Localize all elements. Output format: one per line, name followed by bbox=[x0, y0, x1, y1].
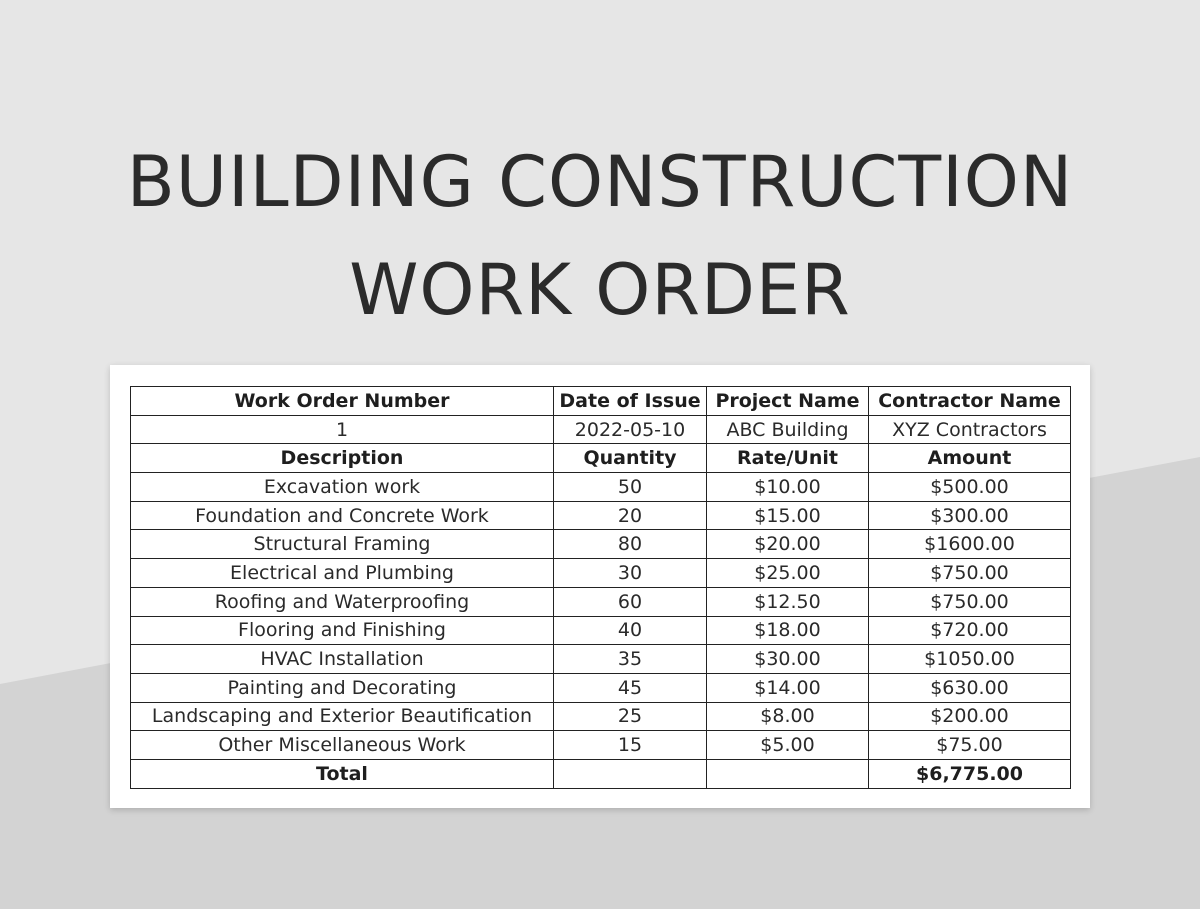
item-rate: $18.00 bbox=[707, 616, 869, 645]
table-row bbox=[131, 530, 1071, 559]
item-rate: $30.00 bbox=[707, 645, 869, 674]
item-quantity: 40 bbox=[554, 616, 707, 645]
item-quantity: 15 bbox=[554, 731, 707, 760]
item-amount: $200.00 bbox=[869, 702, 1071, 731]
title-line-1: BUILDING CONSTRUCTION bbox=[126, 141, 1074, 223]
header-label-row bbox=[131, 387, 1071, 416]
contractor-name-value: XYZ Contractors bbox=[869, 415, 1071, 444]
item-amount: $1600.00 bbox=[869, 530, 1071, 559]
total-row bbox=[131, 759, 1071, 788]
rate-unit-header: Rate/Unit bbox=[707, 444, 869, 473]
item-rate: $8.00 bbox=[707, 702, 869, 731]
item-amount: $300.00 bbox=[869, 501, 1071, 530]
work-order-table bbox=[130, 386, 1071, 789]
table-row bbox=[131, 645, 1071, 674]
item-amount: $630.00 bbox=[869, 673, 1071, 702]
total-quantity-empty bbox=[554, 759, 707, 788]
item-quantity: 80 bbox=[554, 530, 707, 559]
item-amount: $750.00 bbox=[869, 559, 1071, 588]
table-row bbox=[131, 587, 1071, 616]
quantity-header: Quantity bbox=[554, 444, 707, 473]
table-row bbox=[131, 501, 1071, 530]
table-row bbox=[131, 559, 1071, 588]
work-order-card bbox=[110, 365, 1090, 808]
item-quantity: 30 bbox=[554, 559, 707, 588]
item-quantity: 50 bbox=[554, 473, 707, 502]
item-rate: $12.50 bbox=[707, 587, 869, 616]
item-description: Other Miscellaneous Work bbox=[131, 731, 554, 760]
contractor-name-label: Contractor Name bbox=[869, 387, 1071, 416]
items-header-row bbox=[131, 444, 1071, 473]
item-quantity: 20 bbox=[554, 501, 707, 530]
item-rate: $14.00 bbox=[707, 673, 869, 702]
item-description: Flooring and Finishing bbox=[131, 616, 554, 645]
item-description: HVAC Installation bbox=[131, 645, 554, 674]
item-description: Roofing and Waterproofing bbox=[131, 587, 554, 616]
total-amount: $6,775.00 bbox=[869, 759, 1071, 788]
table-row bbox=[131, 731, 1071, 760]
item-rate: $25.00 bbox=[707, 559, 869, 588]
amount-header: Amount bbox=[869, 444, 1071, 473]
table-row bbox=[131, 673, 1071, 702]
table-row bbox=[131, 702, 1071, 731]
item-rate: $15.00 bbox=[707, 501, 869, 530]
item-rate: $20.00 bbox=[707, 530, 869, 559]
work-order-number-label: Work Order Number bbox=[131, 387, 554, 416]
item-description: Foundation and Concrete Work bbox=[131, 501, 554, 530]
item-quantity: 45 bbox=[554, 673, 707, 702]
item-rate: $10.00 bbox=[707, 473, 869, 502]
total-rate-empty bbox=[707, 759, 869, 788]
item-description: Excavation work bbox=[131, 473, 554, 502]
total-label: Total bbox=[131, 759, 554, 788]
item-description: Structural Framing bbox=[131, 530, 554, 559]
project-name-value: ABC Building bbox=[707, 415, 869, 444]
item-amount: $1050.00 bbox=[869, 645, 1071, 674]
item-amount: $720.00 bbox=[869, 616, 1071, 645]
header-value-row bbox=[131, 415, 1071, 444]
project-name-label: Project Name bbox=[707, 387, 869, 416]
item-quantity: 60 bbox=[554, 587, 707, 616]
item-amount: $750.00 bbox=[869, 587, 1071, 616]
table-row bbox=[131, 616, 1071, 645]
item-quantity: 25 bbox=[554, 702, 707, 731]
work-order-number-value: 1 bbox=[131, 415, 554, 444]
title-line-2: WORK ORDER bbox=[349, 249, 851, 331]
description-header: Description bbox=[131, 444, 554, 473]
date-of-issue-label: Date of Issue bbox=[554, 387, 707, 416]
date-of-issue-value: 2022-05-10 bbox=[554, 415, 707, 444]
table-row bbox=[131, 473, 1071, 502]
item-rate: $5.00 bbox=[707, 731, 869, 760]
item-quantity: 35 bbox=[554, 645, 707, 674]
item-amount: $75.00 bbox=[869, 731, 1071, 760]
item-description: Painting and Decorating bbox=[131, 673, 554, 702]
item-amount: $500.00 bbox=[869, 473, 1071, 502]
item-description: Electrical and Plumbing bbox=[131, 559, 554, 588]
item-description: Landscaping and Exterior Beautification bbox=[131, 702, 554, 731]
page-title bbox=[0, 128, 1200, 344]
